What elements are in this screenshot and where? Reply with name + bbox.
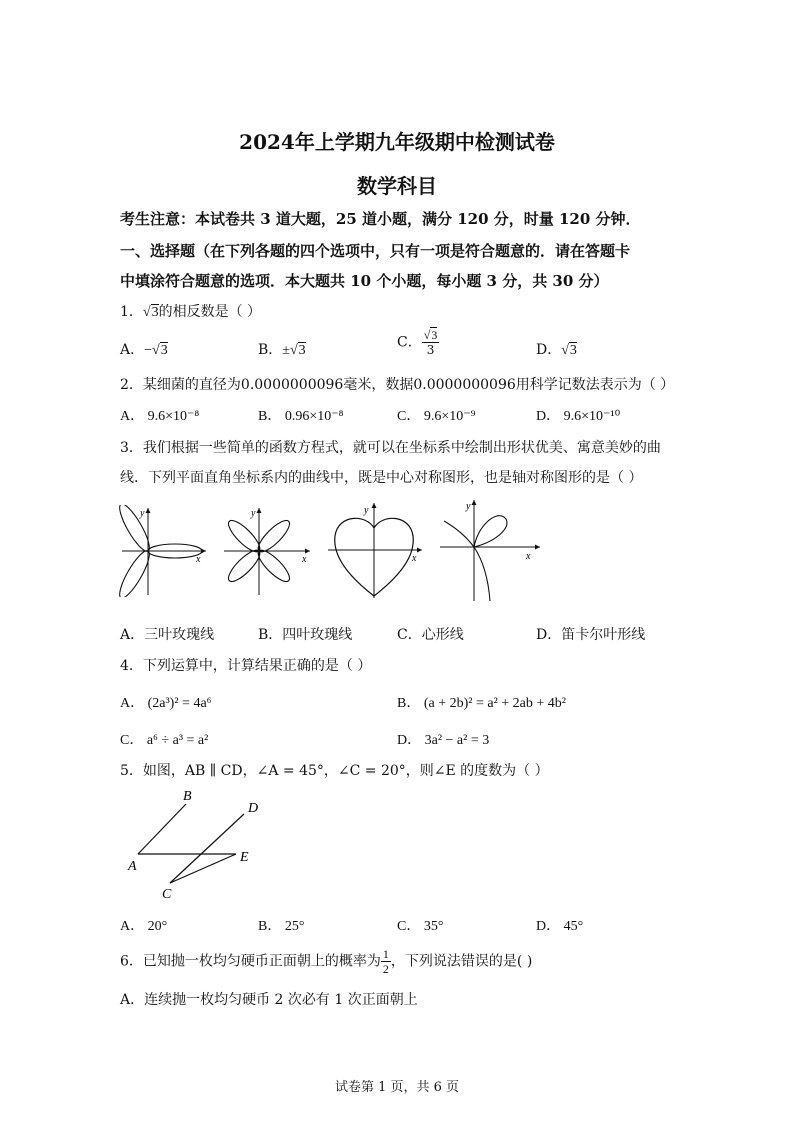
axis-x-label: x	[302, 554, 307, 565]
option-letter: D．	[536, 342, 562, 358]
section1-instructions-line1: 一、选择题（在下列各题的四个选项中，只有一项是符合题意的．请在答题卡	[120, 242, 631, 260]
question-2-option-c[interactable]: C． 9.6×10⁻⁹	[397, 409, 476, 424]
question-4-option-b[interactable]: B． (a + 2b)² = a² + 2ab + 4b²	[397, 696, 566, 711]
question-1-option-b[interactable]	[258, 339, 306, 359]
fraction-one-half: $\frac{1}{2}$	[382, 947, 389, 976]
page-footer: 试卷第 1 页，共 6 页	[334, 1080, 460, 1095]
option-letter: C．	[397, 334, 422, 351]
question-2-option-d[interactable]: D． 9.6×10⁻¹⁰	[536, 409, 621, 424]
axis-y-label: y	[251, 508, 256, 519]
question-3-option-d[interactable]: D．笛卡尔叶形线	[536, 627, 646, 643]
question-3-stem-line1: 3．我们根据一些简单的函数方程式，就可以在坐标系中绘制出形状优美、寓意美妙的曲	[120, 440, 661, 456]
question-1-number: 1．	[120, 304, 143, 320]
question-5-option-b[interactable]: B． 25°	[258, 919, 305, 934]
option-letter: B．	[258, 342, 283, 358]
segment-ab	[138, 804, 186, 854]
question-4-option-c[interactable]: C． a⁶ ÷ a³ = a²	[120, 733, 209, 748]
point-a-label: A	[128, 859, 137, 874]
sqrt3-expression: √3	[142, 305, 159, 320]
question-2-option-a[interactable]: A． 9.6×10⁻⁸	[120, 409, 200, 424]
three-leaf-rose-figure	[118, 505, 210, 597]
question-1-option-a[interactable]	[120, 339, 168, 359]
question-3-option-a[interactable]: A．三叶玫瑰线	[120, 627, 215, 643]
question-6-stem-head: 6．已知抛一枚均匀硬币正面朝上的概率为	[120, 953, 381, 970]
question-1-option-d[interactable]	[536, 339, 577, 359]
parallel-lines-figure	[118, 782, 278, 902]
question-5-option-a[interactable]: A． 20°	[120, 919, 168, 934]
math-neg-sqrt3: −√3	[144, 343, 168, 358]
math-pm-sqrt3: ±√3	[282, 343, 306, 358]
segment-cd	[170, 814, 244, 883]
axis-x-label: x	[196, 554, 201, 565]
page-title: 2024年上学期九年级期中检测试卷	[239, 130, 555, 154]
axis-y-label: y	[140, 508, 145, 519]
option-letter: A．	[120, 342, 145, 358]
exam-notice: 考生注意：本试卷共 3 道大题，25 道小题，满分 120 分，时量 120 分钟．	[120, 210, 641, 228]
segment-ce	[170, 854, 236, 883]
math-sqrt3-over-3: $\frac{√3}{3}$	[423, 328, 438, 357]
axis-x-label: x	[526, 551, 531, 562]
axis-x-label: x	[412, 553, 417, 564]
question-5-stem: 5．如图，AB ∥ CD，∠A = 45°，∠C = 20°，则∠E 的度数为（ ）	[120, 763, 549, 779]
question-6-option-a[interactable]: A．连续抛一枚均匀硬币 2 次必有 1 次正面朝上	[120, 992, 418, 1008]
question-1-stem	[120, 301, 261, 321]
question-1-option-c[interactable]	[397, 328, 439, 357]
question-1-stem-tail: 的相反数是（ ）	[158, 304, 262, 320]
question-3-stem-line2: 线．下列平面直角坐标系内的曲线中，既是中心对称图形，也是轴对称图形的是（ ）	[120, 470, 643, 486]
question-6-stem	[120, 947, 532, 976]
four-leaf-rose-figure	[222, 505, 314, 597]
folium-of-descartes-figure	[438, 497, 542, 603]
point-d-label: D	[248, 801, 259, 816]
question-2-option-b[interactable]: B． 0.96×10⁻⁸	[258, 409, 344, 424]
axis-y-label: y	[364, 505, 369, 516]
question-4-option-a[interactable]: A． (2a³)² = 4a⁶	[120, 696, 212, 711]
question-6-stem-tail: ，下列说法错误的是( )	[390, 953, 533, 970]
question-5-option-c[interactable]: C． 35°	[397, 919, 444, 934]
section1-instructions-line2: 中填涂符合题意的选项．本大题共 10 个小题，每小题 3 分，共 30 分）	[120, 272, 609, 290]
axis-y-label: y	[466, 501, 471, 512]
question-4-stem: 4．下列运算中，计算结果正确的是（ ）	[120, 658, 372, 674]
point-c-label: C	[162, 887, 172, 902]
question-2-stem: 2．某细菌的直径为0.0000000096毫米，数据0.0000000096用科学记数法表示为（ ）	[120, 377, 675, 393]
question-3-option-b[interactable]: B．四叶玫瑰线	[258, 627, 353, 643]
math-sqrt3: √3	[561, 343, 577, 358]
point-e-label: E	[240, 850, 249, 865]
heart-curve-figure	[326, 500, 426, 600]
question-5-option-d[interactable]: D． 45°	[536, 919, 584, 934]
question-4-option-d[interactable]: D． 3a² − a² = 3	[397, 733, 490, 748]
point-b-label: B	[183, 789, 192, 804]
question-3-option-c[interactable]: C．心形线	[397, 627, 464, 643]
page-subtitle: 数学科目	[357, 174, 437, 198]
